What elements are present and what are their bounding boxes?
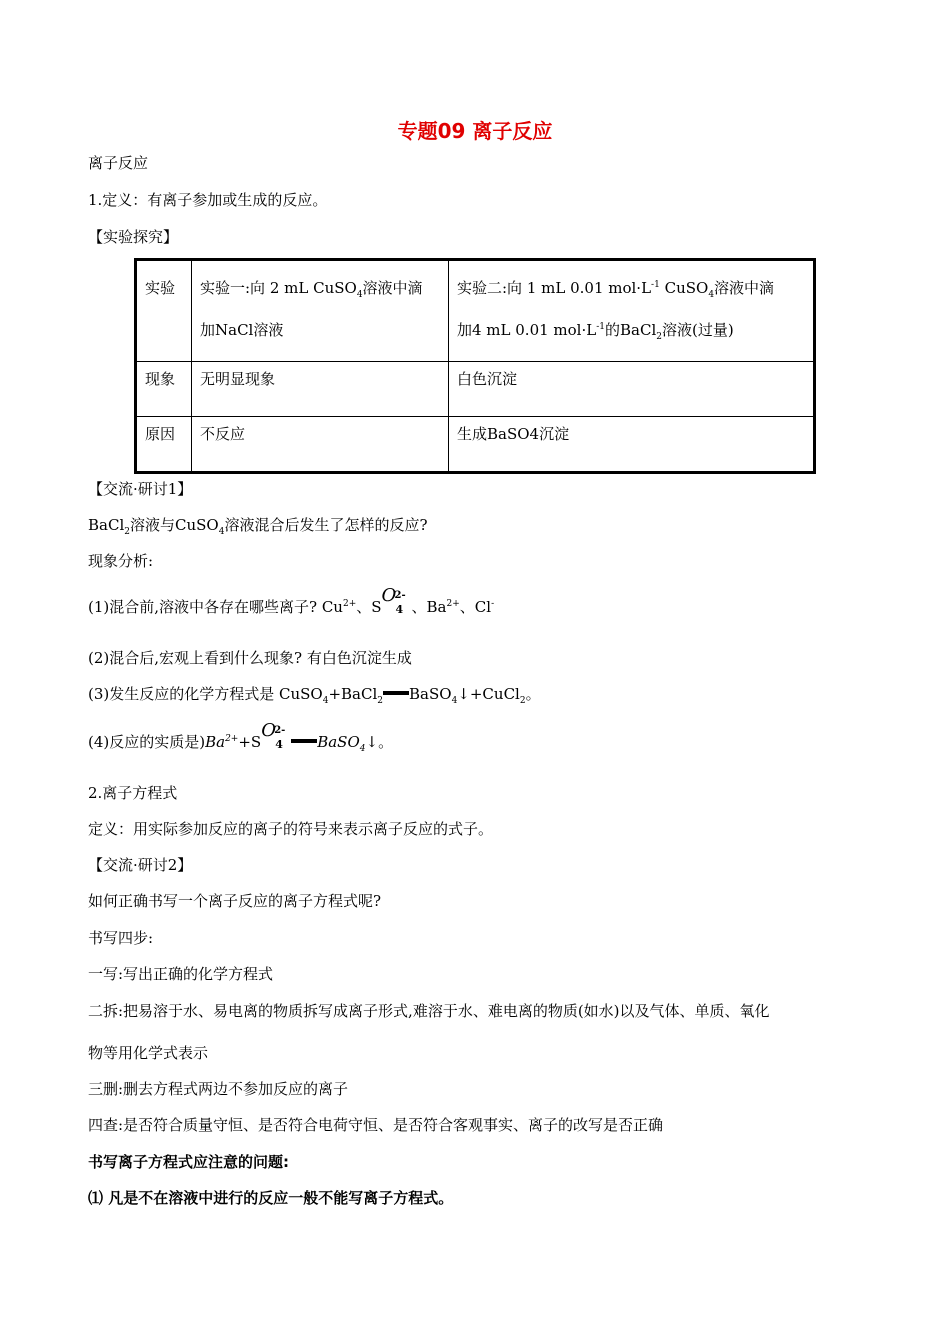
text: 溶液与CuSO [129, 516, 219, 534]
equals-bar [383, 691, 409, 695]
section-2-heading: 2.离子方程式 [88, 784, 178, 802]
text: (3)发生反应的化学方程式是 CuSO [88, 685, 323, 703]
subscript: 2 [377, 696, 384, 706]
cell-text: 加4 mL 0.01 mol·L [457, 321, 597, 339]
cell-text: 实验 [145, 279, 176, 297]
steps-heading: 书写四步: [88, 929, 154, 947]
cell-text: 实验二:向 1 mL 0.01 mol·L [457, 279, 652, 297]
subscript: 2 [124, 527, 130, 537]
cell-text: 实验一:向 2 mL CuSO [200, 279, 357, 297]
charge: 2- [274, 725, 286, 736]
sulfate-formula [381, 585, 412, 616]
text: 、Cl [459, 598, 492, 616]
analysis-heading: 现象分析: [88, 552, 154, 570]
subscript: 4 [322, 696, 329, 706]
notes-heading: 书写离子方程式应注意的问题: [88, 1153, 289, 1171]
step-2: 二拆:把易溶于水、易电离的物质拆写成离子形式,难溶于水、难电离的物质(如水)以及气体、单质、氧化 [88, 1002, 770, 1020]
charge: 2- [394, 590, 406, 601]
cell-text: 的BaCl [605, 321, 657, 339]
oxygen-symbol: O [381, 585, 397, 606]
cell-text: 溶液中滴 [362, 279, 423, 297]
text: 溶液混合后发生了怎样的反应? [224, 516, 428, 534]
step-1: 一写:写出正确的化学方程式 [88, 965, 274, 983]
table-cell: 原因 [136, 417, 192, 473]
text: ↓。 [365, 733, 394, 751]
definition-1: 1.定义：有离子参加或生成的反应。 [88, 191, 328, 209]
subscript: 2 [656, 332, 662, 342]
table-cell: 现象 [136, 362, 192, 417]
subscript: 4 [218, 527, 225, 537]
cell-text: 溶液中滴 [714, 279, 775, 297]
text: BaSO [409, 685, 452, 703]
subscript: 4 [451, 696, 458, 706]
superscript: 2+ [446, 599, 460, 609]
table-cell [136, 260, 192, 362]
table-cell: 白色沉淀 [449, 362, 815, 417]
superscript: 2+ [225, 734, 239, 744]
subscript: 4 [395, 603, 404, 616]
superscript: - [491, 599, 495, 609]
note-1: ⑴ 凡是不在溶液中进行的反应一般不能写离子方程式。 [88, 1189, 454, 1207]
superscript: 2+ [342, 599, 357, 609]
text: (4)反应的实质是) [88, 733, 206, 751]
text: +S [238, 733, 262, 751]
point-2: (2)混合后,宏观上看到什么现象? 有白色沉淀生成 [88, 649, 412, 667]
subscript: 4 [275, 738, 283, 751]
point-1 [88, 585, 495, 617]
text: Ba [205, 733, 226, 751]
text: +BaCl [328, 685, 378, 703]
experiment-heading: 【实验探究】 [88, 228, 179, 246]
cell-text: 加NaCl溶液 [200, 321, 284, 339]
sulfate-formula [261, 720, 291, 751]
text: BaSO [317, 733, 360, 751]
table-cell [192, 260, 449, 362]
table-cell: 无明显现象 [192, 362, 449, 417]
oxygen-symbol: O [261, 720, 276, 741]
step-2-continued: 物等用化学式表示 [88, 1044, 209, 1062]
text: 。 [525, 685, 541, 703]
section-heading: 离子反应 [88, 154, 149, 172]
step-3: 三删:删去方程式两边不参加反应的离子 [88, 1080, 349, 1098]
text: 、Ba [411, 598, 447, 616]
table-row [136, 362, 815, 417]
discussion-2-heading: 【交流·研讨2】 [88, 856, 193, 874]
experiment-table [134, 258, 816, 474]
text: (1)混合前,溶液中各存在哪些离子? Cu [88, 598, 343, 616]
step-4: 四查:是否符合质量守恒、是否符合电荷守恒、是否符合客观事实、离子的改写是否正确 [88, 1116, 664, 1134]
table-row [136, 417, 815, 473]
page-title: 专题09 离子反应 [397, 119, 553, 143]
subscript: 4 [356, 290, 363, 300]
point-3 [88, 684, 541, 704]
table-row [136, 260, 815, 362]
superscript: -1 [596, 322, 605, 332]
equals-bar [291, 739, 317, 743]
text: 、S [356, 598, 382, 616]
subscript: 2 [519, 696, 526, 706]
table-cell: 不反应 [192, 417, 449, 473]
superscript: -1 [651, 280, 660, 290]
question-1 [88, 515, 427, 535]
text: BaCl [88, 516, 125, 534]
discussion-1-heading: 【交流·研讨1】 [88, 480, 193, 498]
question-2: 如何正确书写一个离子反应的离子方程式呢? [88, 892, 382, 910]
subscript: 4 [708, 290, 715, 300]
text: ↓+CuCl [457, 685, 520, 703]
point-4 [88, 720, 394, 754]
cell-text: CuSO [659, 279, 709, 297]
table-cell: 生成BaSO4沉淀 [449, 417, 815, 473]
cell-text: 溶液(过量) [661, 321, 734, 339]
subscript: 4 [359, 744, 366, 754]
definition-2: 定义：用实际参加反应的离子的符号来表示离子反应的式子。 [88, 820, 494, 838]
table-cell [449, 260, 815, 362]
